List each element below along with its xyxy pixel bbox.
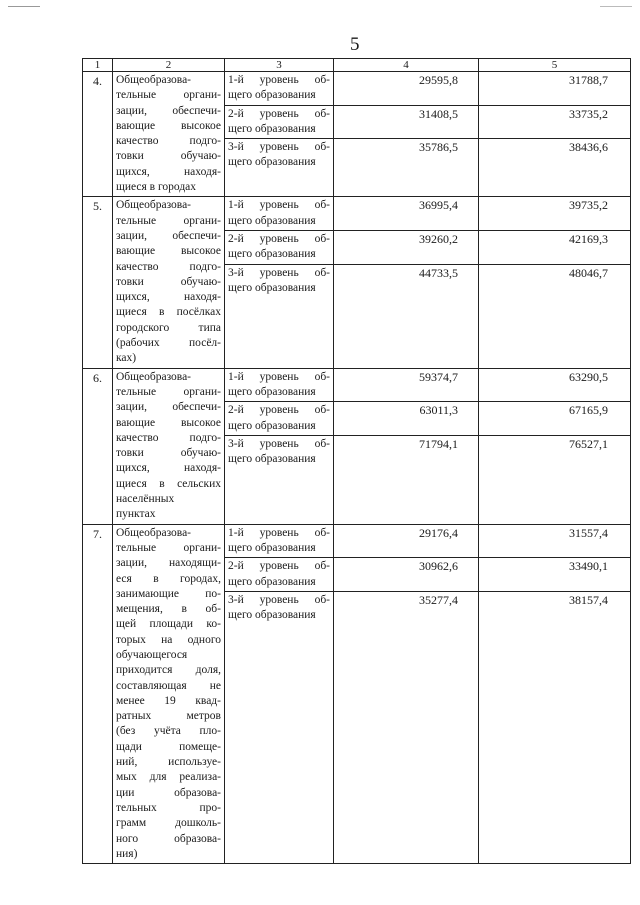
- value-column-5: 42169,3: [479, 230, 631, 264]
- description-line: Общеобразова-: [116, 526, 192, 539]
- level-line: 3-й уровень об-: [228, 437, 330, 450]
- description-line: тельные органи-: [116, 214, 221, 227]
- description-line: населённых: [116, 493, 175, 506]
- description-line: щиеся в городах: [116, 181, 197, 194]
- column-header: 3: [225, 59, 334, 72]
- header-row: [83, 59, 631, 72]
- description-line: щихся, находя-: [116, 165, 221, 178]
- description-line: тельных про-: [116, 801, 221, 814]
- description-line: качество подго-: [116, 431, 221, 444]
- description-line: Общеобразова-: [116, 370, 192, 383]
- level-line: щего образования: [228, 609, 316, 622]
- value-column-5: 38157,4: [479, 591, 631, 863]
- description-line: грамм дошколь-: [116, 817, 221, 830]
- level-line: щего образования: [228, 89, 316, 102]
- description-line: вающие высокое: [116, 245, 221, 258]
- table-row: [83, 368, 631, 402]
- organization-description: [113, 72, 225, 197]
- row-number: 5.: [83, 197, 113, 368]
- value-column-4: 63011,3: [334, 402, 479, 436]
- description-line: зации, обеспечи-: [116, 229, 221, 242]
- education-level: [225, 230, 334, 264]
- description-line: зации, обеспечи-: [116, 401, 221, 414]
- value-column-4: 31408,5: [334, 105, 479, 139]
- description-line: (без учёта пло-: [116, 725, 221, 738]
- description-line: качество подго-: [116, 260, 221, 273]
- education-level: [225, 368, 334, 402]
- description-line: еся в городах,: [116, 572, 221, 585]
- description-line: пунктах: [116, 508, 156, 521]
- page-number: 5: [350, 34, 360, 55]
- education-level: [225, 139, 334, 197]
- education-level: [225, 105, 334, 139]
- organization-description: [113, 524, 225, 864]
- level-line: 1-й уровень об-: [228, 370, 330, 383]
- tariff-table: [82, 58, 631, 864]
- value-column-4: 36995,4: [334, 197, 479, 231]
- scan-mark: [8, 6, 40, 7]
- level-line: щего образования: [228, 453, 316, 466]
- value-column-4: 44733,5: [334, 264, 479, 368]
- description-line: товки обучаю-: [116, 275, 221, 288]
- level-line: щего образования: [228, 122, 316, 135]
- level-line: 2-й уровень об-: [228, 232, 330, 245]
- value-column-4: 35786,5: [334, 139, 479, 197]
- value-column-4: 35277,4: [334, 591, 479, 863]
- value-column-5: 31557,4: [479, 524, 631, 558]
- value-column-4: 39260,2: [334, 230, 479, 264]
- level-line: 2-й уровень об-: [228, 404, 330, 417]
- value-column-5: 39735,2: [479, 197, 631, 231]
- description-line: менее 19 квад-: [116, 694, 221, 707]
- description-line: составляющая не: [116, 679, 221, 692]
- description-line: (рабочих посёл-: [116, 337, 221, 350]
- description-line: ного образова-: [116, 832, 221, 845]
- value-column-5: 76527,1: [479, 435, 631, 524]
- column-header: 5: [479, 59, 631, 72]
- education-level: [225, 72, 334, 106]
- level-line: щего образования: [228, 281, 316, 294]
- value-column-5: 67165,9: [479, 402, 631, 436]
- education-level: [225, 435, 334, 524]
- description-line: товки обучаю-: [116, 447, 221, 460]
- value-column-4: 59374,7: [334, 368, 479, 402]
- description-line: щей площади ко-: [116, 618, 221, 631]
- description-line: зации, обеспечи-: [116, 104, 221, 117]
- description-line: мещения, в об-: [116, 603, 221, 616]
- value-column-5: 63290,5: [479, 368, 631, 402]
- description-line: приходится доля,: [116, 664, 221, 677]
- level-line: щего образования: [228, 248, 316, 261]
- education-level: [225, 264, 334, 368]
- column-header: 1: [83, 59, 113, 72]
- description-line: городского типа: [116, 321, 221, 334]
- value-column-4: 30962,6: [334, 558, 479, 592]
- description-line: щади помеще-: [116, 740, 221, 753]
- level-line: щего образования: [228, 214, 316, 227]
- description-line: вающие высокое: [116, 416, 221, 429]
- description-line: занимающие по-: [116, 587, 221, 600]
- education-level: [225, 402, 334, 436]
- table-row: [83, 524, 631, 558]
- description-line: Общеобразова-: [116, 74, 192, 86]
- table-row: [83, 72, 631, 106]
- level-line: щего образования: [228, 575, 316, 588]
- description-line: щиеся в сельских: [116, 477, 221, 490]
- level-line: 3-й уровень об-: [228, 593, 330, 606]
- column-header: 2: [113, 59, 225, 72]
- value-column-4: 71794,1: [334, 435, 479, 524]
- description-line: ции образова-: [116, 786, 221, 799]
- level-line: 1-й уровень об-: [228, 74, 330, 86]
- organization-description: [113, 197, 225, 368]
- education-level: [225, 591, 334, 863]
- description-line: качество подго-: [116, 135, 221, 148]
- description-line: Общеобразова-: [116, 199, 192, 212]
- value-column-5: 33490,1: [479, 558, 631, 592]
- value-column-4: 29176,4: [334, 524, 479, 558]
- value-column-5: 38436,6: [479, 139, 631, 197]
- table-row: [83, 197, 631, 231]
- description-line: обучающегося: [116, 648, 188, 661]
- description-line: ратных метров: [116, 710, 221, 723]
- level-line: щего образования: [228, 385, 316, 398]
- scan-mark: [600, 6, 632, 7]
- level-line: 1-й уровень об-: [228, 199, 330, 212]
- column-header: 4: [334, 59, 479, 72]
- description-line: тельные органи-: [116, 89, 221, 102]
- description-line: щихся, находя-: [116, 291, 221, 304]
- level-line: щего образования: [228, 419, 316, 432]
- description-line: ний, используе-: [116, 756, 221, 769]
- organization-description: [113, 368, 225, 524]
- description-line: ния): [116, 847, 138, 860]
- description-line: тельные органи-: [116, 385, 221, 398]
- value-column-5: 48046,7: [479, 264, 631, 368]
- level-line: щего образования: [228, 541, 316, 554]
- education-level: [225, 524, 334, 558]
- description-line: товки обучаю-: [116, 150, 221, 163]
- description-line: ках): [116, 352, 137, 365]
- description-line: зации, находящи-: [116, 557, 221, 570]
- level-line: 2-й уровень об-: [228, 107, 330, 120]
- description-line: тельные органи-: [116, 541, 221, 554]
- level-line: 3-й уровень об-: [228, 266, 330, 279]
- description-line: мых для реализа-: [116, 771, 221, 784]
- level-line: щего образования: [228, 156, 316, 169]
- level-line: 2-й уровень об-: [228, 560, 330, 573]
- value-column-5: 33735,2: [479, 105, 631, 139]
- row-number: 6.: [83, 368, 113, 524]
- description-line: вающие высокое: [116, 119, 221, 132]
- education-level: [225, 558, 334, 592]
- level-line: 1-й уровень об-: [228, 526, 330, 539]
- level-line: 3-й уровень об-: [228, 141, 330, 154]
- description-line: щихся, находя-: [116, 462, 221, 475]
- row-number: 7.: [83, 524, 113, 864]
- description-line: щиеся в посёлках: [116, 306, 221, 319]
- value-column-4: 29595,8: [334, 72, 479, 106]
- education-level: [225, 197, 334, 231]
- value-column-5: 31788,7: [479, 72, 631, 106]
- row-number: 4.: [83, 72, 113, 197]
- description-line: торых на одного: [116, 633, 221, 646]
